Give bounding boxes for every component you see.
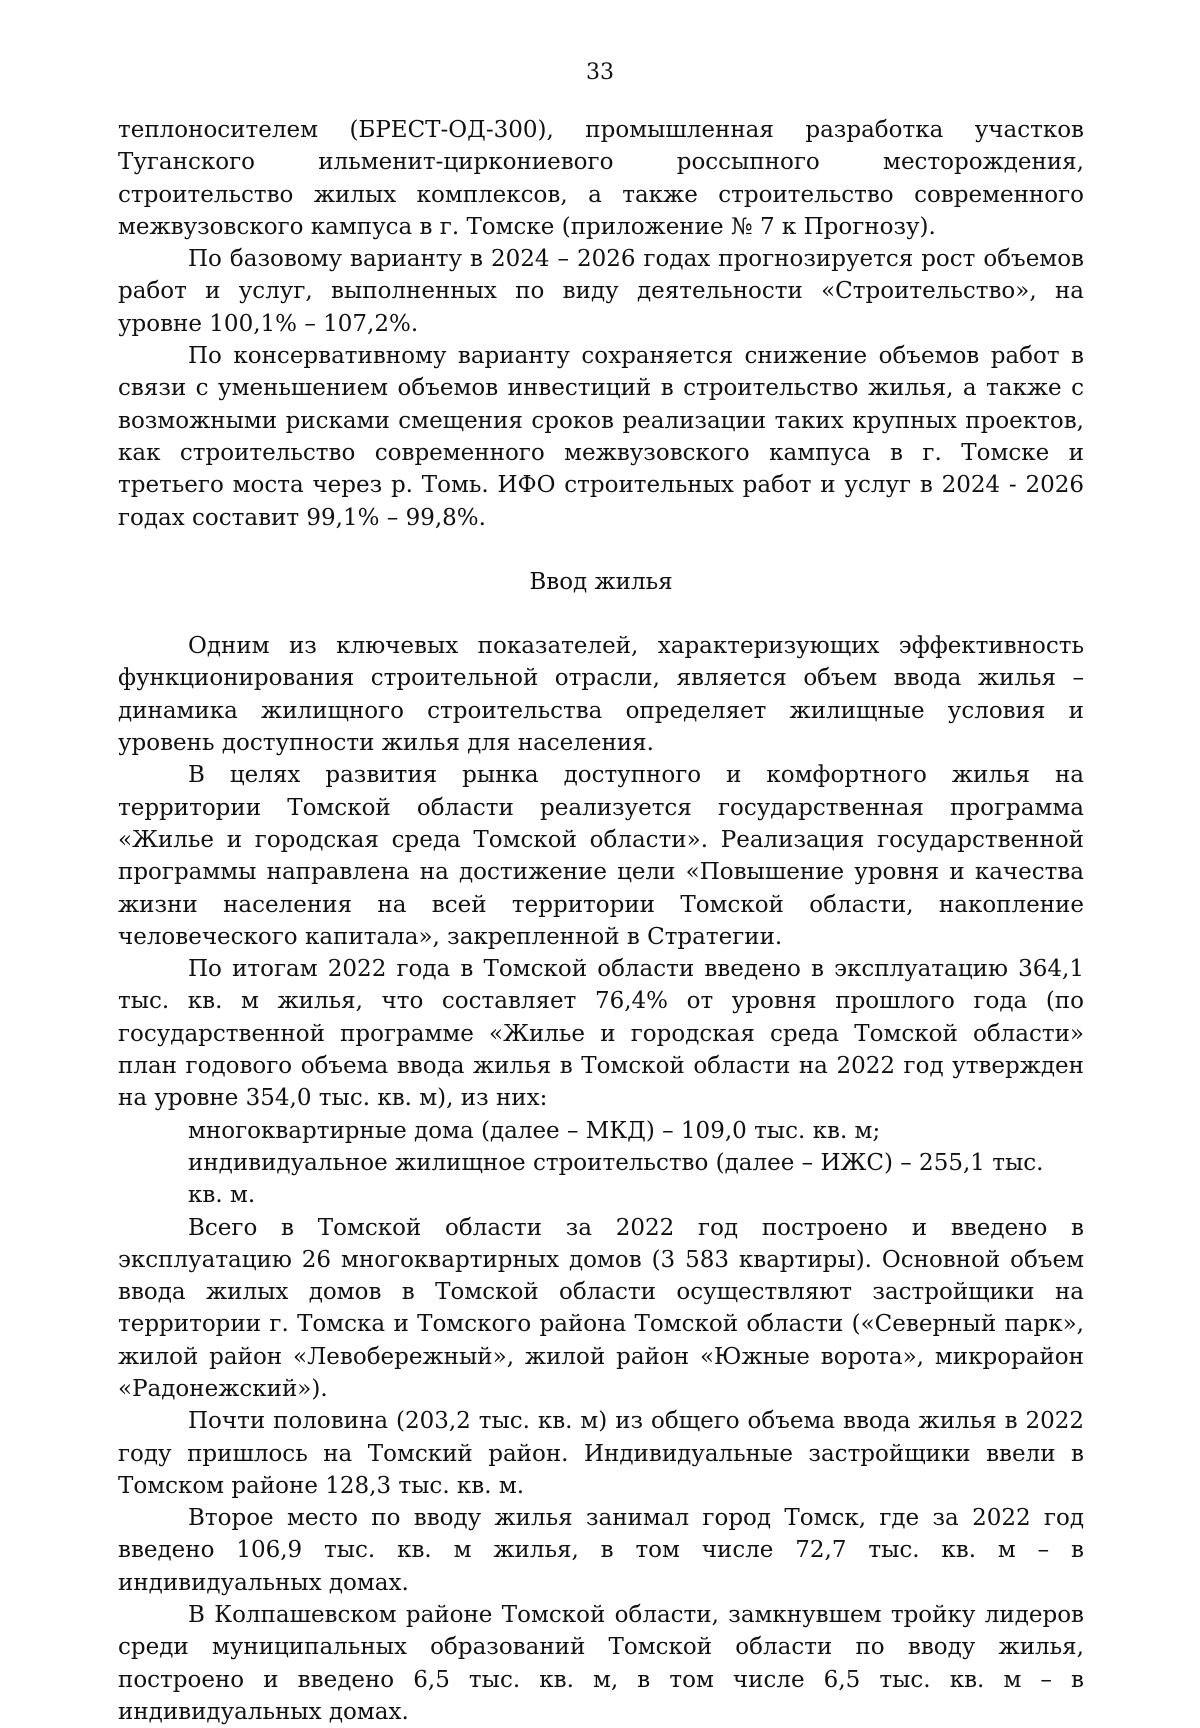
list-item-izhs: индивидуальное жилищное строительство (далее – ИЖС) – 255,1 тыс. кв. м. [188,1149,1044,1209]
paragraph-conservative-scenario: По консервативному варианту сохраняется снижение объемов работ в связи с уменьшением объемов инвестиций в строительство жилья, а также с возможными рисками смещения сроков реализации таких крупных проектов, как строительство современного межвузовского кампуса в г. Томске и третьего моста через р. Томь. ИФО строительных работ и услуг в 2024 - 2026 годах составит 99,1% – 99,8%. [118,343,1084,531]
paragraph-key-indicator: Одним из ключевых показателей, характеризующих эффективность функционирования строительной отрасли, является объем ввода жилья – динамика жилищного строительства определяет жилищные условия и уровень доступности жилья для населения. [118,633,1084,757]
paragraph-base-scenario: По базовому варианту в 2024 – 2026 годах прогнозируется рост объемов работ и услуг, выполненных по виду деятельности «Строительство», на уровне 100,1% – 107,2%. [118,246,1084,337]
section-heading: Ввод жилья [529,568,673,595]
list-item-mkd: многоквартирные дома (далее – МКД) – 109,0 тыс. кв. м; [188,1117,881,1144]
document-body [118,114,1084,1728]
paragraph-apartment-buildings: Всего в Томской области за 2022 год построено и введено в эксплуатацию 26 многоквартирных домов (3 583 квартиры). Основной объем ввода жилых домов в Томской области осуществляют застройщики на территории г. Томска и Томского района Томской области («Северный парк», жилой район «Левобережный», жилой район «Южные ворота», микрорайон «Радонежский»). [118,1214,1084,1402]
paragraph-state-program: В целях развития рынка доступного и комфортного жилья на территории Томской области реализуется государственная программа «Жилье и городская среда Томской области». Реализация государственной программы направлена на достижение цели «Повышение уровня и качества жизни населения на всей территории Томской области, накопление человеческого капитала», закрепленной в Стратегии. [118,762,1084,950]
page-number: 33 [586,60,614,85]
paragraph-continuation: теплоносителем (БРЕСТ-ОД-300), промышленная разработка участков Туганского ильменит-циркониевого россыпного месторождения, строительство жилых комплексов, а также строительство современного межвузовского кампуса в г. Томске (приложение № 7 к Прогнозу). [118,117,1084,240]
paragraph-tomsk-district: Почти половина (203,2 тыс. кв. м) из общего объема ввода жилья в 2022 году пришлось на Томский район. Индивидуальные застройщики ввели в Томском районе 128,3 тыс. кв. м. [118,1408,1084,1499]
paragraph-2022-results: По итогам 2022 года в Томской области введено в эксплуатацию 364,1 тыс. кв. м жилья, что составляет 76,4% от уровня прошлого года (по государственной программе «Жилье и городская среда Томской области» план годового объема ввода жилья в Томской области на 2022 год утвержден на уровне 354,0 тыс. кв. м), из них: [118,956,1084,1112]
paragraph-kolpashevo: В Колпашевском районе Томской области, замкнувшем тройку лидеров среди муниципальных образований Томской области по вводу жилья, построено и введено 6,5 тыс. кв. м, в том числе 6,5 тыс. кв. м – в индивидуальных домах. [118,1602,1084,1725]
paragraph-tomsk-city: Второе место по вводу жилья занимал город Томск, где за 2022 год введено 106,9 тыс. кв. м жилья, в том числе 72,7 тыс. кв. м – в индивидуальных домах. [118,1505,1084,1596]
